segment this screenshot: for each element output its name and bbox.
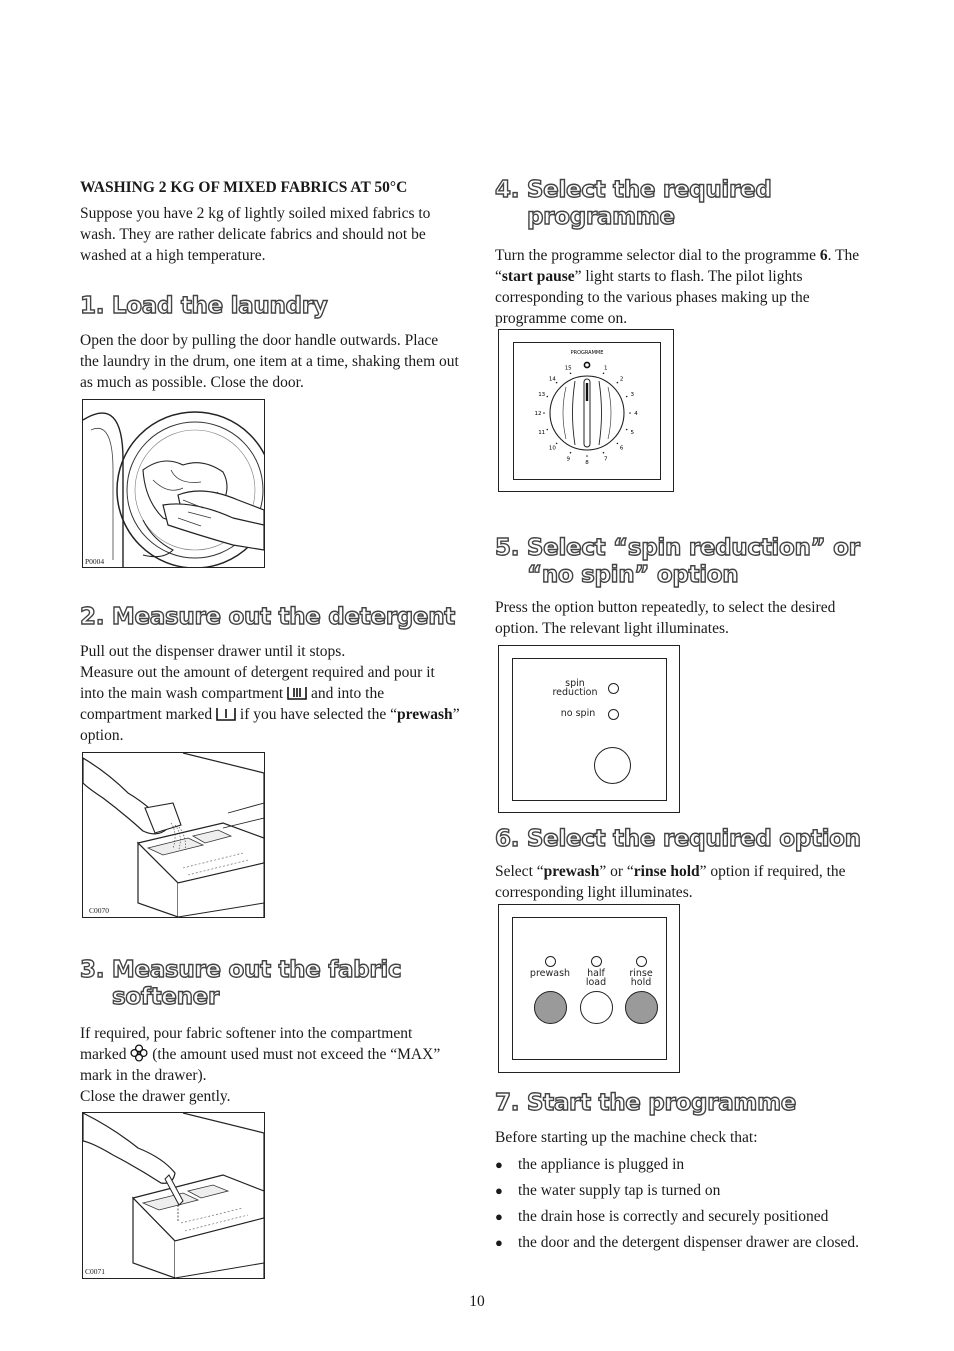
- rinse-hold-light: [636, 956, 647, 967]
- image-code: C0070: [89, 906, 110, 915]
- intro-section: [80, 178, 460, 266]
- prewash-compartment-icon: [216, 706, 236, 722]
- no-spin-label: no spin: [560, 708, 596, 719]
- dial-tick-dot: [617, 443, 619, 445]
- section-1: [80, 293, 460, 393]
- list-item: ● the appliance is plugged in: [495, 1154, 875, 1175]
- section-5: [495, 535, 875, 639]
- load-laundry-illustration: [82, 399, 265, 568]
- section-1-title: 1. Load the laundry: [80, 293, 328, 319]
- fabric-softener-illustration: [82, 1112, 265, 1279]
- no-spin-light: [608, 709, 619, 720]
- prewash-label: prewash: [529, 968, 571, 979]
- dial-tick-dot: [547, 429, 549, 431]
- prewash-button[interactable]: [534, 991, 567, 1024]
- section-6-title: 6. Select the required option: [495, 826, 861, 852]
- list-item: ● the drain hose is correctly and securely positioned: [495, 1206, 875, 1227]
- section-3-title: 3. Measure out the fabric softener: [80, 957, 402, 1010]
- washing-machine-drum-image: [83, 400, 264, 567]
- dial-number: 15: [564, 365, 572, 372]
- section-1-text: Open the door by pulling the door handle outwards. Place the laundry in the drum, one item at a time, shaking them out as much as possible. Close the door.: [80, 332, 459, 391]
- dial-number: 4: [634, 411, 638, 417]
- dial-tick-dot: [547, 396, 549, 398]
- intro-text: Suppose you have 2 kg of lightly soiled mixed fabrics to wash. They are rather delicate fabrics and should not be washed at a high temperature.: [80, 205, 431, 264]
- dial-number: 13: [538, 392, 546, 399]
- dial-number: 5: [630, 429, 635, 436]
- dial-number: 11: [538, 429, 546, 436]
- dial-tick-dot: [570, 452, 572, 454]
- section-5-text: Press the option button repeatedly, to select the desired option. The relevant light illuminates.: [495, 599, 836, 637]
- section-2-text: Pull out the dispenser drawer until it stops. Measure out the amount of detergent required and pour it into the main wash compartment and into the compartment marked if you have selected the “prewash” option.: [80, 643, 460, 744]
- options-panel: [498, 904, 680, 1073]
- section-3-text: If required, pour fabric softener into the compartment marked (the amount used must not exceed the “MAX” mark in the drawer). Close the drawer gently.: [80, 1025, 441, 1105]
- programme-selector-dial[interactable]: [514, 343, 660, 479]
- dial-number: 3: [630, 392, 635, 399]
- dial-tick-dot: [603, 373, 605, 375]
- dial-number: 12: [534, 411, 542, 417]
- rinse-hold-button[interactable]: [625, 991, 658, 1024]
- spin-reduction-label: spin reduction: [552, 678, 598, 698]
- spin-reduction-light: [608, 683, 619, 694]
- programme-dial-panel: [498, 329, 674, 492]
- fabric-softener-flower-icon: [130, 1044, 148, 1062]
- rinse-hold-label: rinse hold: [629, 968, 653, 988]
- dispenser-drawer-softener-image: [83, 1113, 264, 1278]
- section-7-intro: Before starting up the machine check that:: [495, 1129, 758, 1146]
- section-6: [495, 826, 875, 903]
- dial-tick-dot: [626, 396, 628, 398]
- section-3: [80, 957, 460, 1107]
- checklist: [495, 1154, 875, 1253]
- section-4-text: Turn the programme selector dial to the programme 6. The “start pause” light starts to flash. The pilot lights corresponding to the various phases making up the programme come on.: [495, 247, 860, 327]
- off-position-icon: [584, 362, 589, 367]
- section-2: [80, 604, 460, 746]
- detergent-illustration: [82, 752, 265, 918]
- half-load-label: half load: [585, 968, 607, 988]
- image-code: P0004: [85, 557, 105, 566]
- section-7: [495, 1090, 875, 1258]
- list-item: ● the door and the detergent dispenser drawer are closed.: [495, 1232, 875, 1253]
- half-load-button[interactable]: [580, 991, 613, 1024]
- spin-option-panel: [498, 645, 680, 813]
- dial-tick-dot: [543, 412, 545, 414]
- section-2-title: 2. Measure out the detergent: [80, 604, 455, 630]
- page-number: 10: [469, 1293, 485, 1310]
- dispenser-drawer-detergent-image: [83, 753, 264, 917]
- dial-tick-dot: [617, 382, 619, 384]
- prewash-light: [545, 956, 556, 967]
- dial-number: 9: [566, 456, 570, 463]
- half-load-light: [591, 956, 602, 967]
- dial-number: 8: [585, 460, 589, 466]
- dial-number: 2: [619, 376, 624, 383]
- dial-tick-dot: [586, 455, 588, 457]
- main-wash-compartment-icon: [287, 685, 307, 701]
- dial-number: 6: [619, 445, 624, 452]
- dial-tick-dot: [603, 452, 605, 454]
- dial-tick-dot: [556, 382, 558, 384]
- section-6-text: Select “prewash” or “rinse hold” option if required, the corresponding light illuminates.: [495, 863, 846, 901]
- dial-tick-dot: [556, 443, 558, 445]
- dial-tick-dot: [626, 429, 628, 431]
- dial-number: 10: [548, 445, 556, 452]
- section-7-title: 7. Start the programme: [495, 1090, 797, 1116]
- image-code: C0071: [85, 1267, 106, 1276]
- section-4-title: 4. Select the required programme: [495, 177, 772, 230]
- dial-label: PROGRAMME: [570, 350, 604, 356]
- dial-tick-dot: [629, 412, 631, 414]
- section-5-title: 5. Select “spin reduction” or “no spin” option: [495, 535, 860, 588]
- dial-tick-dot: [570, 373, 572, 375]
- spin-option-button[interactable]: [594, 747, 631, 784]
- dial-number: 1: [604, 365, 608, 372]
- intro-heading: WASHING 2 KG OF MIXED FABRICS AT 50°C: [80, 179, 408, 196]
- dial-number: 14: [548, 376, 556, 383]
- dial-number: 7: [604, 456, 608, 463]
- list-item: ● the water supply tap is turned on: [495, 1180, 875, 1201]
- section-4: [495, 177, 875, 329]
